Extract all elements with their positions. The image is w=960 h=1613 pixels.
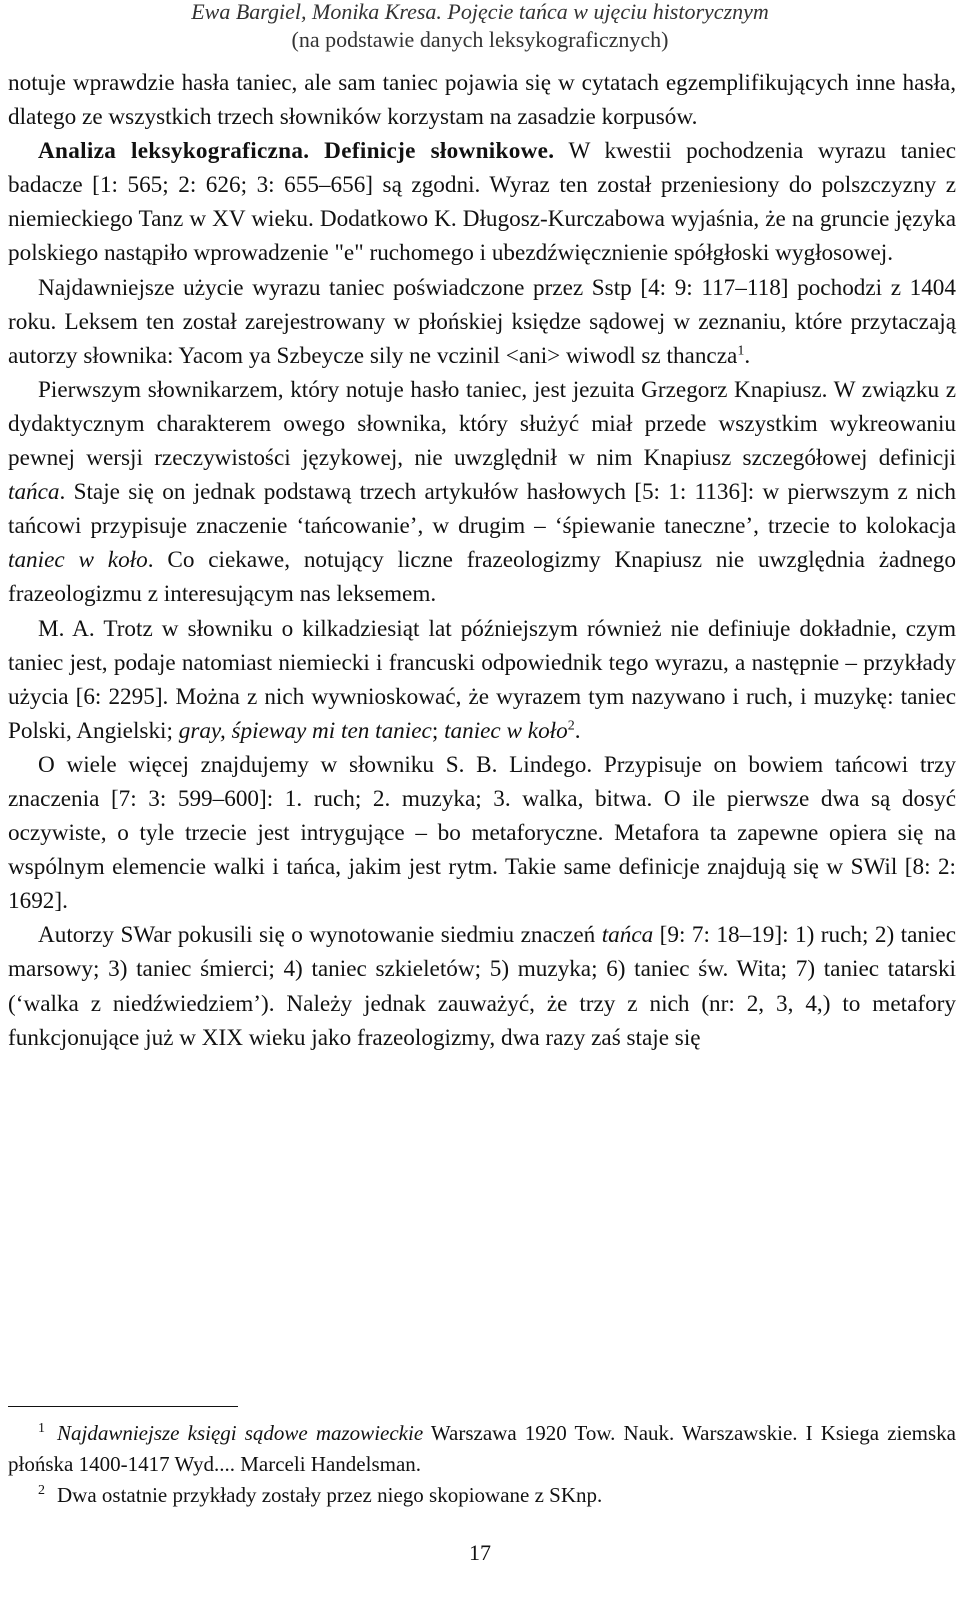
paragraph-4 — [8, 373, 956, 612]
paragraph-4-text-a: Pierwszym słownikarzem, który notuje hasło taniec, jest jezuita Grzegorz Knapiusz. W związku z dydaktycznym charakterem owego słownika, który służyć miał przede wszystkim wykreowaniu pewnej wersji rzeczywistości językowej, nie uwzględnił w nim Knapiusz szczegółowej definicji — [8, 376, 956, 472]
paragraph-5-italic-1: gray, śpieway mi ten taniec — [178, 717, 432, 744]
footnote-ref-1: 1 — [737, 343, 745, 359]
paragraph-3-text: Najdawniejsze użycie wyrazu taniec poświadczone przez Sstp [4: 9: 117–118] pochodzi z 1404 roku. Leksem ten został zarejestrowany w płońskiej księdze sądowej w zeznaniu, które przytaczają autorzy słownika: Yacom ya Szbeycze sily ne vczinil <ani> wiwodl sz thancza — [8, 274, 956, 369]
footnote-divider — [8, 1406, 238, 1407]
footnote-2 — [8, 1480, 956, 1511]
paragraph-5-text-a: M. A. Trotz w słowniku o kilkadziesiąt lat późniejszym również nie definiuje dokładnie, czym taniec jest, podaje natomiast niemiecki i francuski odpowiednik tego wyrazu, a następnie – przykłady użycia [6: 2295]. Można z nich wywnioskować, że wyrazem tym nazywano i ruch, i muzykę: taniec Polski, Angielski; — [8, 615, 956, 744]
footnote-2-number: 2 — [38, 1483, 45, 1498]
paragraph-4-text-c: . Co ciekawe, notujący liczne frazeologizmy Knapiusz nie uwzględnia żadnego frazeologizmu z interesującym nas leksemem. — [8, 547, 956, 608]
body-text — [8, 66, 956, 1055]
paragraph-4-italic-2: taniec w koło — [8, 547, 148, 574]
paragraph-6: O wiele więcej znajdujemy w słowniku S. B. Lindego. Przypisuje on bowiem tańcowi trzy znaczenia [7: 3: 599–600]: 1. ruch; 2. muzyka; 3. walka, bitwa. O ile pierwsze dwa są dosyć oczywiste, o tyle trzecie jest intrygujące – bo metaforyczne. Metafora ta zapewne opiera się na wspólnym elemencie walki i tańca, jakim jest rytm. Takie same definicje znajdują się w SWil [8: 2: 1692]. — [8, 751, 956, 915]
footnote-1-title: Najdawniejsze księgi sądowe mazowieckie — [57, 1421, 424, 1445]
footnote-2-text: Dwa ostatnie przykłady zostały przez niego skopiowane z SKnp. — [57, 1483, 603, 1507]
footnote-1-text: Warszawa 1920 Tow. Nauk. Warszawskie. I Ksiega ziemska płońska 1400-1417 Wyd.... Marceli Handelsman. — [8, 1421, 956, 1476]
paragraph-3-end: . — [744, 342, 751, 369]
paragraph-1: notuje wprawdzie hasła taniec, ale sam taniec pojawia się w cytatach egzemplifikujących inne hasła, dlatego ze wszystkich trzech słowników korzystam na zasadzie korpusów. — [8, 70, 956, 131]
paragraph-7-text-b: [9: 7: 18–19]: 1) ruch; 2) taniec marsowy; 3) taniec śmierci; 4) taniec szkieletów; 5) muzyka; 6) taniec św. Wita; 7) taniec tatarski (‘walka z niedźwiedziem’). Należy jednak zauważyć, że trzy z nich (nr: 2, 3, 4,) to metafory funkcjonujące już w XIX wieku jako frazeologizmy, dwa razy zaś staje się — [8, 922, 956, 1051]
paragraph-5-separator: ; — [431, 717, 445, 744]
section-heading: Analiza leksykograficzna. Definicje słownikowe. — [38, 138, 555, 165]
paragraph-7-text-a: Autorzy SWar pokusili się o wynotowanie siedmiu znaczeń — [38, 922, 602, 949]
footnote-1-number: 1 — [38, 1421, 45, 1436]
running-header-title: Ewa Bargiel, Monika Kresa. Pojęcie tańca w ujęciu historycznym — [191, 0, 769, 24]
running-header-subtitle: (na podstawie danych leksykograficznych) — [291, 27, 669, 52]
paragraph-5 — [8, 612, 956, 748]
paragraph-4-text-b: . Staje się on jednak podstawą trzech artykułów hasłowych [5: 1: 1136]: w pierwszym z nich tańcowi przypisuje znaczenie ‘tańcowanie’, w drugim – ‘śpiewanie taneczne’, trzecie to kolokacja — [8, 479, 956, 540]
paragraph-7 — [8, 918, 956, 1054]
paragraph-7-italic: tańca — [601, 922, 654, 949]
footnote-1 — [8, 1418, 956, 1480]
footnote-ref-2: 2 — [567, 718, 575, 734]
paragraph-5-italic-2: taniec w koło — [444, 717, 568, 744]
paragraph-3 — [8, 271, 956, 373]
footnotes — [8, 1418, 956, 1511]
paragraph-5-end: . — [574, 717, 581, 744]
paragraph-4-italic-1: tańca — [8, 479, 60, 506]
paragraph-2 — [8, 134, 956, 270]
paragraph-2-text: W kwestii pochodzenia wyrazu taniec badacze [1: 565; 2: 626; 3: 655–656] są zgodni. Wyraz ten został przeniesiony do polszczyzny z niemieckiego Tanz w XV wieku. Dodatkowo K. Długosz-Kurczabowa wyjaśnia, że na gruncie języka polskiego nastąpiło wprowadzenie "e" ruchomego i ubezdźwięcznienie spółgłoski wygłosowej. — [8, 138, 956, 267]
page-number: 17 — [469, 1540, 491, 1565]
